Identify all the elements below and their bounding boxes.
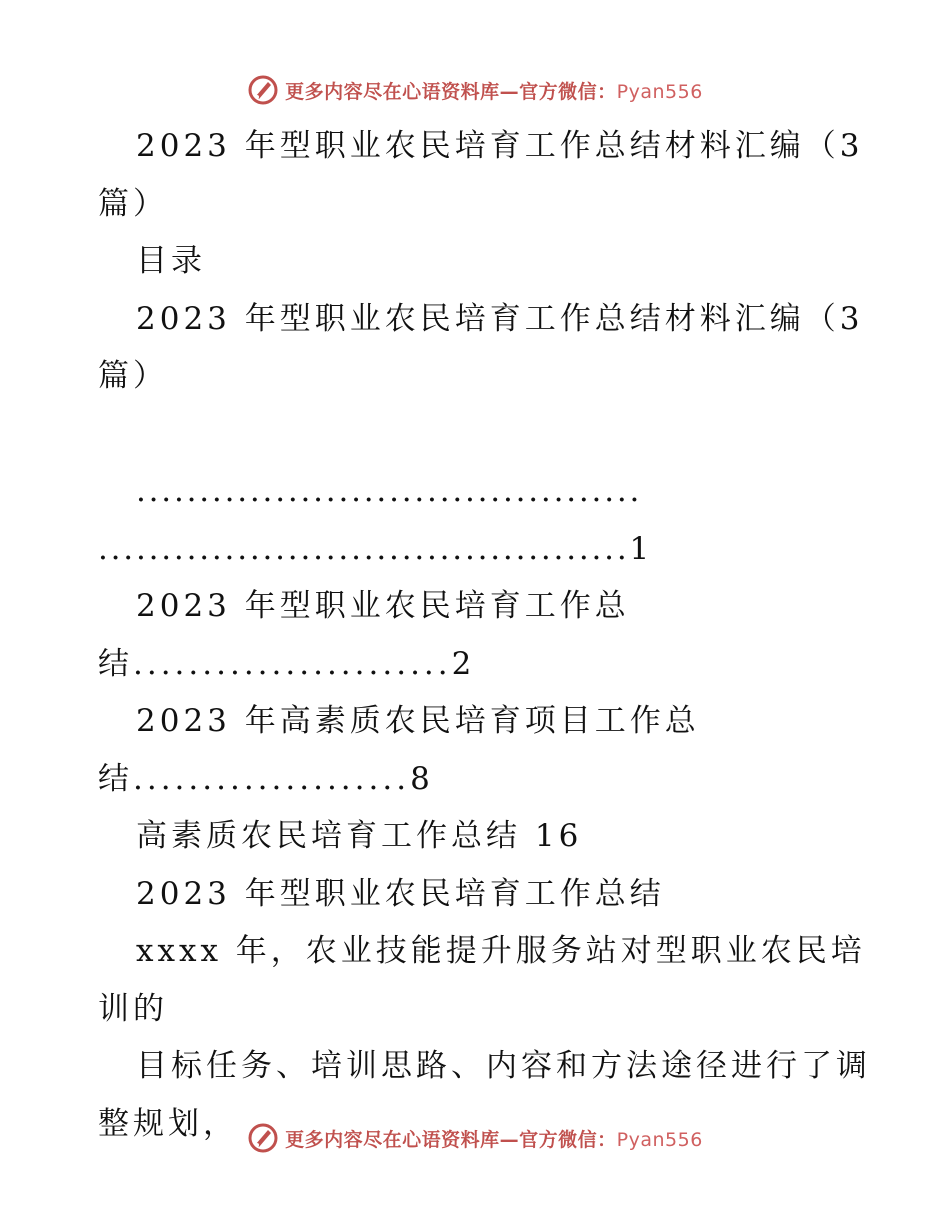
footer-banner <box>0 1118 950 1158</box>
text-line: 结.......................2 <box>98 645 476 682</box>
header-banner <box>0 70 950 110</box>
text-line <box>98 406 858 464</box>
banner-text: 更多内容尽在心语资料库—官方微信：Pyan556 <box>285 80 703 103</box>
text-line: 2023 年型职业农民培育工作总结 <box>136 875 665 912</box>
text-line: 2023 年高素质农民培育项目工作总 <box>136 703 700 739</box>
text-line: 篇） <box>98 185 168 222</box>
text-line: xxxx 年，农业技能提升服务站对型职业农民培 <box>136 933 866 969</box>
text-line: 篇） <box>98 358 168 394</box>
text-line: 2023 年型职业农民培育工作总结材料汇编（3 <box>136 300 864 337</box>
pen-logo-icon <box>247 1122 279 1154</box>
text-line: 2023 年型职业农民培育工作总 <box>136 588 630 624</box>
text-line: 目标任务、培训思路、内容和方法途径进行了调 <box>136 1048 871 1084</box>
banner-text: 更多内容尽在心语资料库—官方微信：Pyan556 <box>285 1128 703 1151</box>
text-line: 训的 <box>98 990 168 1027</box>
pen-logo-icon <box>247 74 279 106</box>
text-line: 目录 <box>136 243 206 279</box>
text-line: 2023 年型职业农民培育工作总结材料汇编（3 <box>136 128 864 164</box>
text-line: 结....................8 <box>98 760 434 797</box>
text-line: 高素质农民培育工作总结 16 <box>136 818 583 854</box>
document-body <box>98 118 871 1153</box>
text-line: ..........................................1 <box>98 530 652 567</box>
text-line: 整规划， <box>98 1105 238 1142</box>
text-line: ........................................ <box>136 473 643 509</box>
